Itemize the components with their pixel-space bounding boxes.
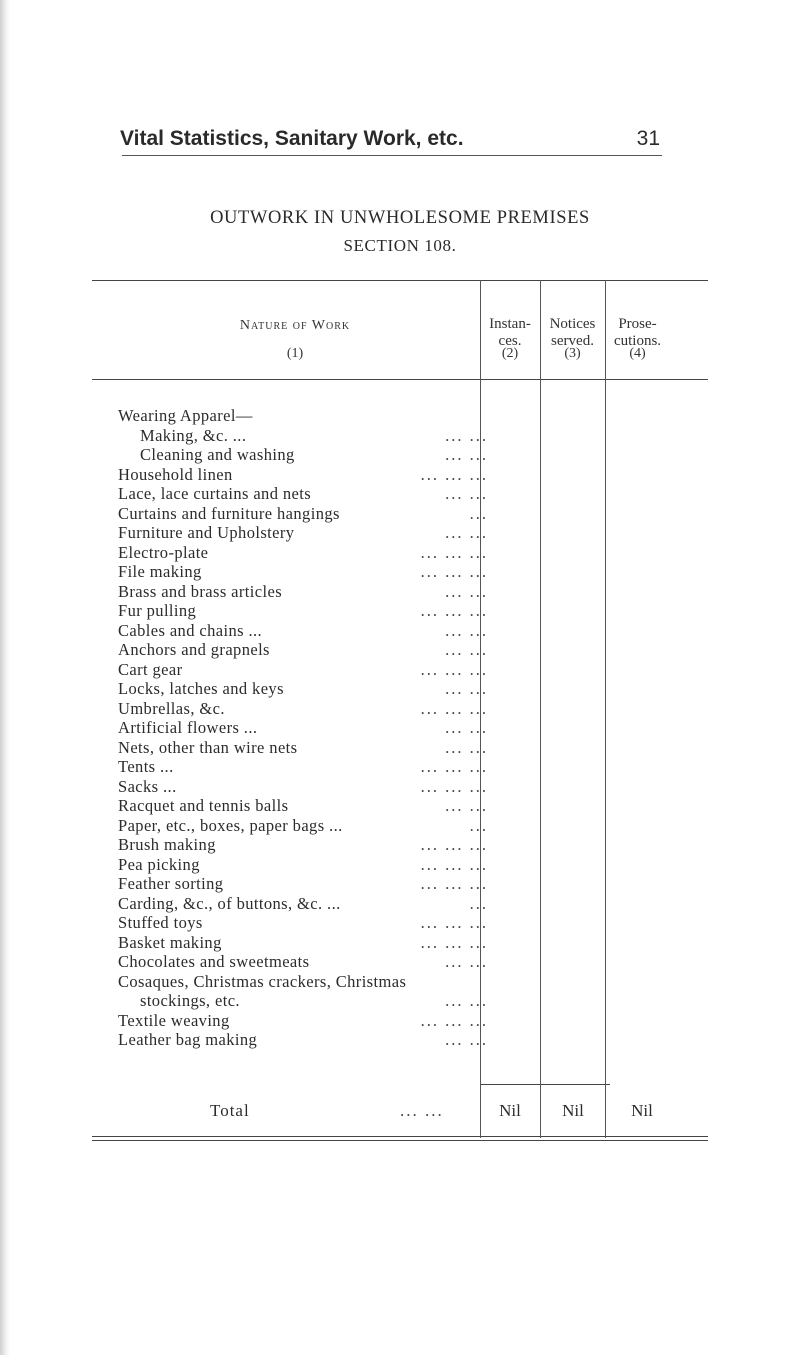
table-row bbox=[118, 640, 488, 660]
row-label: Artificial flowers ... bbox=[118, 718, 258, 737]
running-head-title: Vital Statistics, Sanitary Work, etc. bbox=[120, 127, 464, 150]
page-number: 31 bbox=[636, 127, 660, 150]
table-row bbox=[118, 757, 488, 777]
row-leader: ... ... ... bbox=[420, 601, 488, 620]
running-head-rule bbox=[122, 155, 662, 156]
row-label: Cables and chains ... bbox=[118, 620, 263, 640]
row-leader: ... ... ... bbox=[420, 874, 488, 893]
row-label: Pea picking bbox=[118, 854, 200, 874]
row-leader: ... ... bbox=[445, 523, 488, 542]
row-leader: ... ... bbox=[445, 1030, 488, 1049]
row-label: Wearing Apparel— bbox=[118, 406, 253, 425]
total-prosecutions: Nil bbox=[631, 1101, 653, 1120]
row-label: Fur pulling bbox=[118, 601, 197, 620]
row-label: Stuffed toys bbox=[118, 913, 203, 932]
row-leader: ... ... bbox=[445, 425, 488, 445]
table-row bbox=[118, 835, 488, 855]
column-heading-prosecutions: Prose- cutions. bbox=[613, 316, 662, 349]
column-heading-notices: Notices served. bbox=[549, 316, 596, 349]
row-label: Brass and brass articles bbox=[118, 581, 283, 601]
column-divider-2 bbox=[540, 280, 541, 1138]
row-leader: ... ... ... bbox=[420, 698, 488, 718]
row-leader: ... ... bbox=[445, 640, 488, 659]
row-leader: ... ... ... bbox=[420, 542, 488, 562]
row-leader: ... bbox=[469, 893, 488, 913]
table-row bbox=[118, 777, 488, 797]
table-subtitle: SECTION 108. bbox=[343, 236, 457, 255]
row-label: Furniture and Upholstery bbox=[118, 523, 295, 542]
total-label: Total bbox=[210, 1101, 250, 1120]
table-bottom-rule bbox=[92, 1136, 708, 1137]
table-row bbox=[118, 406, 488, 426]
table-row bbox=[118, 894, 488, 914]
column-heading-nature: Nature of Work bbox=[239, 318, 351, 333]
row-leader: ... ... bbox=[445, 679, 488, 698]
row-leader: ... ... bbox=[445, 620, 488, 640]
row-label: Cosaques, Christmas crackers, Christmas bbox=[118, 971, 407, 991]
total-instances: Nil bbox=[499, 1101, 521, 1120]
row-label: Anchors and grapnels bbox=[118, 640, 270, 659]
row-leader: ... ... bbox=[445, 581, 488, 601]
row-label: Umbrellas, &c. bbox=[118, 698, 225, 718]
table-row bbox=[118, 601, 488, 621]
row-label: Household linen bbox=[118, 464, 233, 484]
row-label: Paper, etc., boxes, paper bags ... bbox=[118, 815, 343, 835]
row-leader: ... ... ... bbox=[420, 1010, 488, 1030]
row-label: stockings, etc. bbox=[140, 991, 240, 1010]
table-bottom-rule-2 bbox=[92, 1140, 708, 1141]
row-label: Sacks ... bbox=[118, 776, 177, 796]
row-label: Lace, lace curtains and nets bbox=[118, 484, 312, 503]
row-label: Cart gear bbox=[118, 659, 183, 679]
row-label: Chocolates and sweetmeats bbox=[118, 952, 310, 971]
total-top-rule bbox=[480, 1084, 610, 1085]
page-edge-shadow bbox=[0, 0, 10, 1355]
table-title: OUTWORK IN UNWHOLESOME PREMISES bbox=[210, 208, 590, 228]
table-row bbox=[118, 465, 488, 485]
table-row bbox=[118, 738, 488, 758]
row-leader: ... ... ... bbox=[420, 932, 488, 952]
total-leader: ... ... bbox=[400, 1101, 444, 1120]
column-heading-instances: Instan- ces. bbox=[489, 316, 531, 349]
row-label: Carding, &c., of buttons, &c. ... bbox=[118, 893, 341, 913]
table-row bbox=[118, 562, 488, 582]
table-row bbox=[118, 874, 488, 894]
table-row bbox=[118, 1030, 488, 1050]
row-leader: ... ... ... bbox=[420, 835, 488, 854]
table-row bbox=[118, 484, 488, 504]
table-row bbox=[118, 796, 488, 816]
row-leader: ... ... bbox=[445, 445, 488, 464]
row-label: Electro-plate bbox=[118, 542, 209, 562]
table-row bbox=[118, 1011, 488, 1031]
row-leader: ... ... bbox=[445, 718, 488, 737]
row-label: Tents ... bbox=[118, 757, 174, 776]
row-label: Curtains and furniture hangings bbox=[118, 503, 340, 523]
row-label: Leather bag making bbox=[118, 1030, 258, 1049]
column-number-1: (1) bbox=[286, 346, 304, 361]
table-row bbox=[118, 504, 488, 524]
table-row bbox=[118, 523, 488, 543]
row-label: Feather sorting bbox=[118, 874, 224, 893]
row-leader: ... bbox=[469, 815, 488, 835]
row-leader: ... ... ... bbox=[420, 913, 488, 932]
row-leader: ... ... bbox=[445, 952, 488, 971]
column-divider-3 bbox=[605, 280, 606, 1138]
column-number-3: (3) bbox=[564, 346, 581, 361]
table-row bbox=[118, 933, 488, 953]
table-row bbox=[118, 718, 488, 738]
row-leader: ... ... bbox=[445, 484, 488, 503]
row-leader: ... ... ... bbox=[420, 659, 488, 679]
table-row bbox=[118, 426, 488, 446]
column-number-4: (4) bbox=[629, 346, 646, 361]
table-top-rule bbox=[92, 280, 708, 281]
table-row bbox=[118, 699, 488, 719]
row-label: Locks, latches and keys bbox=[118, 679, 284, 698]
work-rows bbox=[118, 406, 488, 1050]
row-label: Brush making bbox=[118, 835, 216, 854]
row-label: Nets, other than wire nets bbox=[118, 737, 298, 757]
table-row bbox=[118, 621, 488, 641]
row-leader: ... ... ... bbox=[420, 776, 488, 796]
row-label: Racquet and tennis balls bbox=[118, 796, 289, 815]
table-row bbox=[118, 972, 488, 992]
row-leader: ... bbox=[469, 503, 488, 523]
table-row bbox=[118, 543, 488, 563]
row-label: Basket making bbox=[118, 932, 222, 952]
row-leader: ... ... ... bbox=[420, 854, 488, 874]
row-leader: ... ... bbox=[445, 737, 488, 757]
row-leader: ... ... bbox=[445, 991, 488, 1010]
row-leader: ... ... ... bbox=[420, 464, 488, 484]
row-label: File making bbox=[118, 562, 202, 581]
table-row bbox=[118, 582, 488, 602]
table-row bbox=[118, 445, 488, 465]
row-label: Cleaning and washing bbox=[140, 445, 295, 464]
table-row bbox=[118, 660, 488, 680]
row-label: Making, &c. ... bbox=[140, 425, 247, 445]
row-leader: ... ... ... bbox=[420, 757, 488, 776]
row-leader: ... ... ... bbox=[420, 562, 488, 581]
total-notices: Nil bbox=[562, 1101, 584, 1120]
row-label: Textile weaving bbox=[118, 1010, 230, 1030]
header-bottom-rule bbox=[92, 379, 708, 380]
table-row bbox=[118, 991, 488, 1011]
table-row bbox=[118, 816, 488, 836]
table-row bbox=[118, 679, 488, 699]
table-row bbox=[118, 855, 488, 875]
row-leader: ... ... bbox=[445, 796, 488, 815]
column-number-2: (2) bbox=[501, 346, 519, 361]
table-row bbox=[118, 952, 488, 972]
table-row bbox=[118, 913, 488, 933]
